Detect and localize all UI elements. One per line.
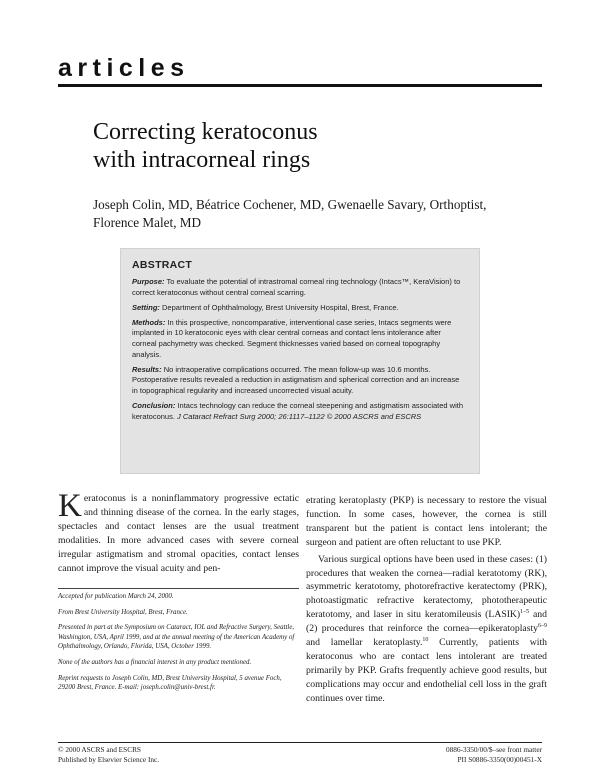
body-text: and lamellar keratoplasty. — [306, 637, 423, 649]
footnote-interest: None of the authors has a financial interest in any product mentioned. — [58, 658, 252, 666]
body-paragraph — [306, 553, 547, 706]
footnote-presented: Presented in part at the Symposium on Cataract, IOL and Refractive Surgery, Seattle, Washington, USA, April 1999, and at the annual meeting of the American Academy of Ophthalmology, Orlando, Florida, USA, October 1999. — [58, 624, 295, 651]
authors-line-1: Joseph Colin, MD, Béatrice Cochener, MD, Gwenaelle Savary, Orthoptist, — [93, 197, 487, 212]
issn-info — [446, 745, 542, 765]
pii-line: PII S0886-3350(00)00451-X — [457, 754, 542, 764]
footnote-rule — [58, 588, 299, 589]
article-title — [93, 118, 318, 174]
author-list — [93, 196, 543, 232]
body-column-right — [306, 494, 547, 706]
body-column-left — [58, 488, 299, 575]
setting-text: Department of Ophthalmology, Brest University Hospital, Brest, France. — [162, 302, 399, 312]
section-rule — [58, 84, 542, 87]
abstract-results — [132, 365, 467, 397]
results-text: No intraoperative complications occurred. The mean follow-up was 10.6 months. Postoperative results revealed a reduction in astigmatism and spherical correction and an increase in topographical regularity and increased uncorrected visual acuity. — [132, 364, 460, 395]
title-line-1: Correcting keratoconus — [93, 119, 318, 145]
abstract-methods — [132, 318, 467, 360]
title-line-2: with intracorneal rings — [93, 147, 311, 173]
conclusion-citation: J Cataract Refract Surg 2000; 26:1117–1122 © 2000 ASCRS and ESCRS — [177, 411, 422, 421]
footnotes — [58, 592, 299, 699]
reference-marker: 10 — [422, 636, 429, 643]
purpose-text: To evaluate the potential of intrastromal corneal ring technology (Intacs™, KeraVision) to correct keratoconus without central corneal scarring. — [132, 277, 461, 297]
publisher-info — [58, 745, 159, 765]
conclusion-text: Intacs technology can reduce the corneal steepening and astigmatism associated with keratoconus. — [132, 400, 464, 421]
methods-text: In this prospective, noncomparative, interventional case series, Intacs segments were implanted in 10 keratoconic eyes with clear central corneas and contact lens intolerance after corneal pachymetry was checked. Segment thicknesses varied based on corneal topography analysis. — [132, 317, 452, 359]
conclusion-label: Conclusion: — [132, 400, 176, 410]
footnote-accepted: Accepted for publication March 24, 2000. — [58, 593, 174, 600]
abstract-purpose — [132, 277, 467, 298]
footnote-reprint: Reprint requests to Joseph Colin, MD, Brest University Hospital, 5 avenue Foch, 29200 Brest, France. E-mail: joseph.colin@univ-brest.fr. — [58, 674, 282, 692]
abstract-setting — [132, 303, 467, 314]
issn-line: 0886-3350/00/$–see front matter — [445, 745, 542, 754]
body-paragraph — [58, 488, 299, 575]
section-label: articles — [58, 54, 190, 82]
results-label: Results: — [132, 364, 162, 374]
body-text: and (2) procedures that reinforce the cornea—epikeratoplasty — [306, 609, 547, 635]
body-text: Currently, patients with keratoconus who are contact lens intolerant are treated primarily by PKP. Grafts frequently achieve good results, but complications may occur and endothelial cell loss in the graft continues over time. — [306, 637, 547, 704]
reference-marker: 6–9 — [538, 622, 547, 629]
abstract-heading: ABSTRACT — [132, 259, 193, 271]
footnote-from: From Brest University Hospital, Brest, France. — [58, 608, 188, 616]
reference-marker: 1–5 — [520, 609, 530, 616]
authors-line-2: Florence Malet, MD — [93, 215, 202, 230]
abstract-conclusion — [132, 401, 467, 422]
bottom-rule — [58, 742, 542, 743]
methods-label: Methods: — [132, 317, 166, 327]
copyright-line: © 2000 ASCRS and ESCRS — [58, 745, 141, 754]
body-paragraph: etrating keratoplasty (PKP) is necessary to restore the visual function. In some cases, however, the cornea is still transparent but the patient is contact lens intolerant; the surgeon and patient are often reluctant to use PKP. — [306, 495, 547, 548]
drop-cap: K — [58, 488, 82, 524]
body-text: eratoconus is a noninflammatory progressive ectatic and thinning disease of the cornea. In the early stages, spectacles and contact lenses are the usual treatment modalities. In more advanced cases with severe corneal irregular astigmatism and stromal opacities, contact lenses cannot improve the visual acuity and pen- — [58, 493, 299, 574]
setting-label: Setting: — [132, 302, 160, 312]
body-text: Various surgical options have been used in these cases: (1) procedures that weaken the cornea—radial keratotomy (RK), asymmetric keratotomy, photorefractive keratectomy (PRK), photoastigmatic refractive keratectomy, phototherapeutic keratotomy, and laser in situ keratomileusis (LASIK) — [306, 553, 547, 621]
abstract-box — [120, 248, 480, 474]
purpose-label: Purpose: — [132, 277, 165, 286]
publisher-line: Published by Elsevier Science Inc. — [58, 754, 160, 764]
